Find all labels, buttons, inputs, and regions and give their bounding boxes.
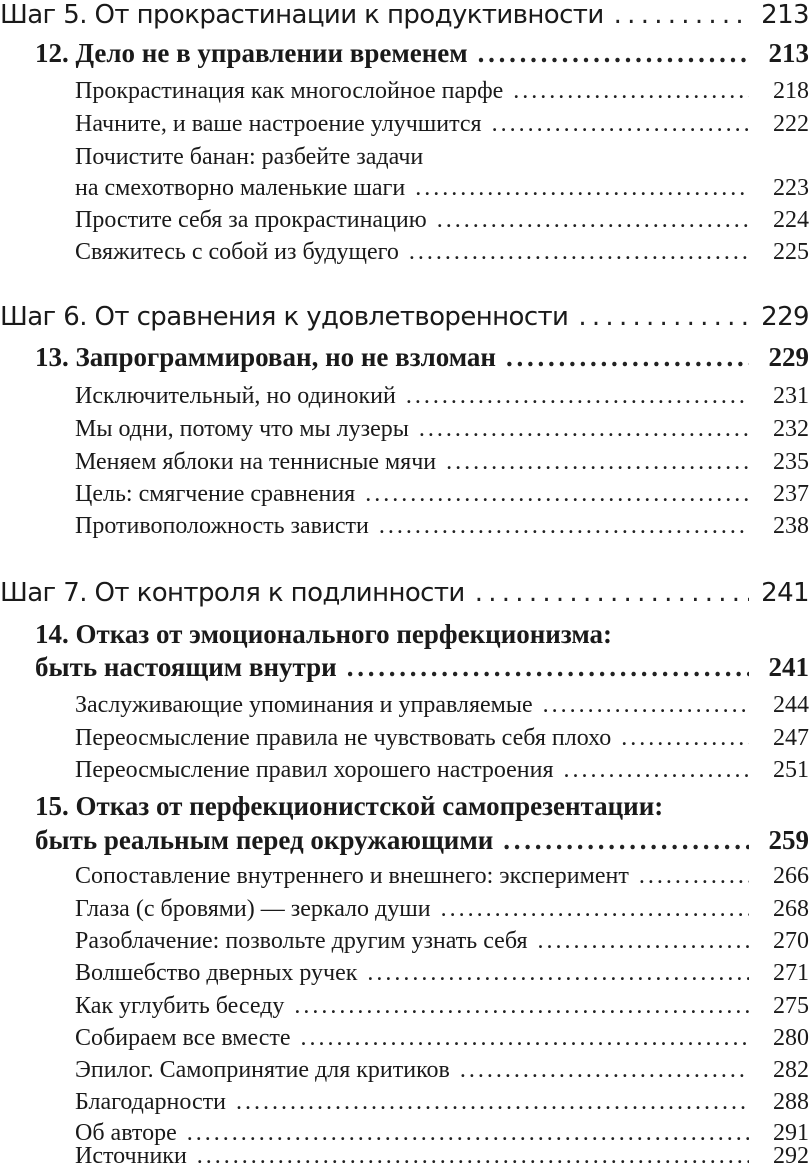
entry-title: Переосмысление правил хорошего настроения bbox=[75, 757, 554, 783]
toc-entry-step6[interactable] bbox=[0, 302, 809, 332]
entry-page: 213 bbox=[768, 38, 809, 68]
entry-page: 225 bbox=[773, 239, 809, 265]
dot-leader bbox=[578, 302, 749, 332]
dot-leader bbox=[537, 928, 749, 955]
dot-leader bbox=[419, 416, 749, 443]
entry-page: 241 bbox=[768, 652, 809, 682]
toc-entry-section[interactable] bbox=[0, 1143, 809, 1170]
toc-entry-chapter-14[interactable] bbox=[0, 652, 809, 683]
entry-page: 229 bbox=[768, 342, 809, 372]
toc-entry-section[interactable] bbox=[0, 449, 809, 476]
entry-title: Об авторе bbox=[75, 1120, 177, 1146]
entry-page: 244 bbox=[773, 692, 809, 718]
toc-entry-section[interactable] bbox=[0, 928, 809, 955]
entry-title: Шаг 5. От прокрастинации к продуктивности bbox=[0, 0, 604, 30]
dot-leader bbox=[415, 175, 749, 202]
entry-page: 271 bbox=[773, 960, 809, 986]
dot-leader bbox=[460, 1057, 749, 1084]
entry-title: Противоположность зависти bbox=[75, 513, 369, 539]
entry-page: 213 bbox=[761, 0, 809, 30]
dot-leader bbox=[475, 578, 749, 608]
entry-title: Шаг 7. От контроля к подлинности bbox=[0, 578, 465, 608]
entry-title: быть реальным перед окружающими bbox=[35, 825, 494, 855]
entry-title: 13. Запрограммирован, но не взломан bbox=[35, 342, 496, 372]
entry-page: 222 bbox=[773, 111, 809, 137]
toc-entry-section[interactable] bbox=[0, 863, 809, 890]
dot-leader bbox=[564, 757, 749, 784]
dot-leader bbox=[513, 78, 749, 105]
dot-leader bbox=[409, 239, 749, 266]
toc-entry-section[interactable] bbox=[0, 239, 809, 266]
entry-title: Собираем все вместе bbox=[75, 1025, 291, 1051]
toc-entry-section[interactable] bbox=[0, 993, 809, 1020]
toc-entry-section[interactable] bbox=[0, 1025, 809, 1052]
toc-entry-section[interactable] bbox=[0, 725, 809, 752]
entry-page: 223 bbox=[773, 175, 809, 201]
entry-page: 224 bbox=[773, 207, 809, 233]
entry-title: 12. Дело не в управлении временем bbox=[35, 38, 468, 68]
entry-title: Простите себя за прокрастинацию bbox=[75, 207, 427, 233]
toc-entry-section[interactable] bbox=[0, 513, 809, 540]
entry-title: Глаза (с бровями) — зеркало души bbox=[75, 896, 431, 922]
dot-leader bbox=[365, 481, 749, 508]
entry-title: на смехотворно маленькие шаги bbox=[75, 175, 406, 201]
entry-page: 291 bbox=[773, 1120, 809, 1146]
entry-title: Волшебство дверных ручек bbox=[75, 960, 358, 986]
entry-title-line1: Почистите банан: разбейте задачи bbox=[75, 144, 424, 170]
dot-leader bbox=[197, 1143, 749, 1170]
toc-entry-section[interactable] bbox=[0, 960, 809, 987]
entry-title: Прокрастинация как многослойное парфе bbox=[75, 78, 504, 104]
dot-leader bbox=[301, 1025, 750, 1052]
entry-page: 268 bbox=[773, 896, 809, 922]
toc-entry-step5[interactable] bbox=[0, 0, 809, 30]
entry-page: 282 bbox=[773, 1057, 809, 1083]
dot-leader bbox=[347, 652, 749, 683]
entry-title: Меняем яблоки на теннисные мячи bbox=[75, 449, 437, 475]
toc-entry-section[interactable] bbox=[0, 896, 809, 923]
entry-title: Разоблачение: позвольте другим узнать себя bbox=[75, 928, 528, 954]
toc-entry-chapter-12[interactable] bbox=[0, 38, 809, 69]
entry-page: 266 bbox=[773, 863, 809, 889]
entry-title: Эпилог. Самопринятие для критиков bbox=[75, 1057, 450, 1083]
entry-title-line1: 14. Отказ от эмоционального перфекционизма: bbox=[35, 619, 613, 649]
entry-page: 288 bbox=[773, 1089, 809, 1115]
entry-page: 247 bbox=[773, 725, 809, 751]
entry-title: Шаг 6. От сравнения к удовлетворенности bbox=[0, 302, 569, 332]
dot-leader bbox=[478, 38, 749, 69]
dot-leader bbox=[506, 342, 749, 373]
dot-leader bbox=[614, 0, 749, 30]
entry-page: 229 bbox=[761, 302, 809, 332]
toc-entry-section[interactable] bbox=[0, 78, 809, 105]
dot-leader bbox=[446, 449, 749, 476]
dot-leader bbox=[621, 725, 749, 752]
toc-entry-section[interactable] bbox=[0, 1089, 809, 1116]
toc-entry-section[interactable] bbox=[0, 692, 809, 719]
entry-title: Свяжитесь с собой из будущего bbox=[75, 239, 399, 265]
dot-leader bbox=[406, 383, 749, 410]
dot-leader bbox=[503, 825, 749, 856]
entry-page: 235 bbox=[773, 449, 809, 475]
entry-title: Заслуживающие упоминания и управляемые bbox=[75, 692, 533, 718]
entry-title: Переосмысление правила не чувствовать себя плохо bbox=[75, 725, 612, 751]
entry-title: Начните, и ваше настроение улучшится bbox=[75, 111, 482, 137]
dot-leader bbox=[492, 111, 749, 138]
toc-entry-section[interactable] bbox=[0, 481, 809, 508]
entry-page: 238 bbox=[773, 513, 809, 539]
entry-title: Источники bbox=[75, 1143, 187, 1169]
dot-leader bbox=[639, 863, 749, 890]
entry-page: 259 bbox=[768, 825, 809, 855]
toc-entry-chapter-15[interactable] bbox=[0, 825, 809, 856]
entry-title: Цель: смягчение сравнения bbox=[75, 481, 356, 507]
entry-title: быть настоящим внутри bbox=[35, 652, 337, 682]
entry-page: 231 bbox=[773, 383, 809, 409]
toc-entry-section[interactable] bbox=[0, 1057, 809, 1084]
dot-leader bbox=[379, 513, 749, 540]
entry-title-line1: 15. Отказ от перфекционистской самопрезентации: bbox=[35, 791, 664, 821]
entry-title: Мы одни, потому что мы лузеры bbox=[75, 416, 409, 442]
entry-title: Благодарности bbox=[75, 1089, 226, 1115]
entry-page: 232 bbox=[773, 416, 809, 442]
toc-entry-step7[interactable] bbox=[0, 578, 809, 608]
entry-page: 280 bbox=[773, 1025, 809, 1051]
dot-leader bbox=[543, 692, 749, 719]
entry-page: 218 bbox=[773, 78, 809, 104]
entry-page: 241 bbox=[761, 578, 809, 608]
entry-page: 275 bbox=[773, 993, 809, 1019]
entry-title: Как углубить беседу bbox=[75, 993, 285, 1019]
dot-leader bbox=[367, 960, 749, 987]
dot-leader bbox=[441, 896, 749, 923]
entry-page: 270 bbox=[773, 928, 809, 954]
toc-entry-chapter-13[interactable] bbox=[0, 342, 809, 373]
entry-page: 251 bbox=[773, 757, 809, 783]
toc-entry-section[interactable] bbox=[0, 383, 809, 410]
dot-leader bbox=[294, 993, 749, 1020]
toc-entry-section[interactable] bbox=[0, 175, 809, 202]
toc-entry-section[interactable] bbox=[0, 207, 809, 234]
entry-title: Исключительный, но одинокий bbox=[75, 383, 396, 409]
toc-entry-section[interactable] bbox=[0, 757, 809, 784]
dot-leader bbox=[437, 207, 749, 234]
toc-entry-section[interactable] bbox=[0, 416, 809, 443]
entry-title: Сопоставление внутреннего и внешнего: эксперимент bbox=[75, 863, 629, 889]
entry-page: 292 bbox=[773, 1143, 809, 1169]
toc-entry-section[interactable] bbox=[0, 111, 809, 138]
dot-leader bbox=[236, 1089, 749, 1116]
entry-page: 237 bbox=[773, 481, 809, 507]
